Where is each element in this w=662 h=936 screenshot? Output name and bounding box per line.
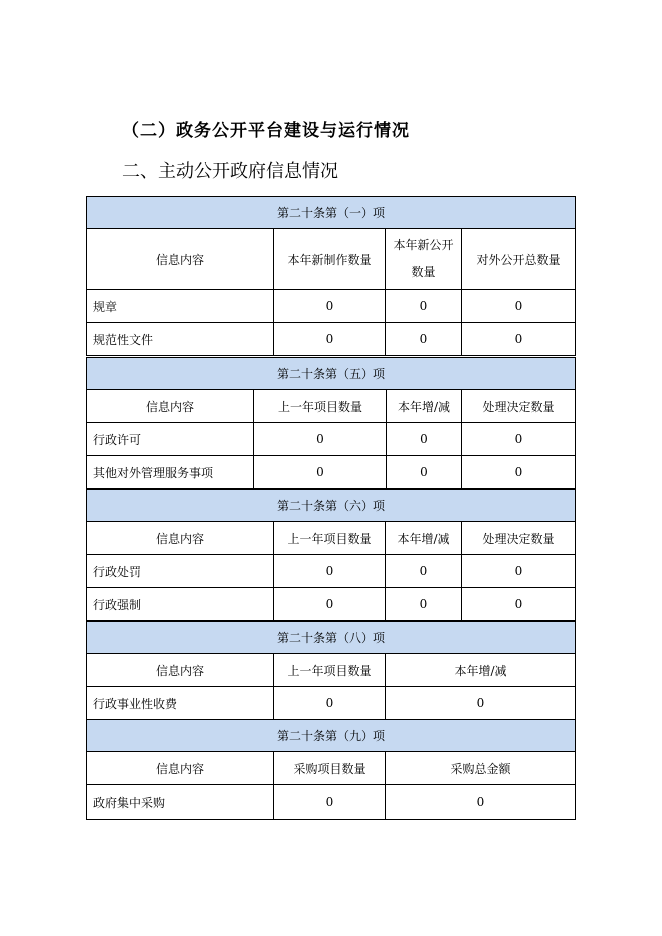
header-cell: 信息内容 <box>86 389 254 423</box>
row-value: 0 <box>461 422 576 456</box>
header-cell: 本年增/减 <box>386 389 462 423</box>
header-line: 数量 <box>411 265 436 279</box>
table-header-row <box>86 228 576 290</box>
header-cell: 信息内容 <box>86 228 274 290</box>
row-value: 0 <box>385 554 462 588</box>
table-row <box>86 455 576 489</box>
row-value: 0 <box>385 587 462 621</box>
table-title: 第二十条第（九）项 <box>86 719 576 752</box>
header-cell: 上一年项目数量 <box>273 653 386 687</box>
row-value: 0 <box>461 289 576 323</box>
header-cell: 上一年项目数量 <box>253 389 387 423</box>
row-label: 行政处罚 <box>86 554 274 588</box>
header-cell: 本年新制作数量 <box>273 228 386 290</box>
header-cell: 处理决定数量 <box>461 389 576 423</box>
row-value: 0 <box>273 289 386 323</box>
table-header-row <box>86 521 576 555</box>
header-cell: 信息内容 <box>86 751 274 785</box>
header-cell: 采购总金额 <box>385 751 576 785</box>
row-value: 0 <box>253 422 387 456</box>
row-label: 行政许可 <box>86 422 254 456</box>
row-label: 政府集中采购 <box>86 784 274 820</box>
header-cell: 信息内容 <box>86 653 274 687</box>
header-cell: 采购项目数量 <box>273 751 386 785</box>
row-value: 0 <box>273 554 386 588</box>
table-header-row <box>86 389 576 423</box>
row-value: 0 <box>273 784 386 820</box>
table-title: 第二十条第（六）项 <box>86 489 576 522</box>
row-value: 0 <box>273 322 386 356</box>
row-value: 0 <box>385 686 576 720</box>
row-value: 0 <box>273 587 386 621</box>
header-cell: 本年增/减 <box>385 521 462 555</box>
table-row <box>86 322 576 356</box>
row-value: 0 <box>273 686 386 720</box>
header-cell: 处理决定数量 <box>461 521 576 555</box>
header-cell <box>385 228 462 290</box>
row-value: 0 <box>253 455 387 489</box>
row-value: 0 <box>461 455 576 489</box>
row-label: 规章 <box>86 289 274 323</box>
table-row <box>86 587 576 621</box>
row-value: 0 <box>385 784 576 820</box>
table-row <box>86 289 576 323</box>
row-value: 0 <box>385 322 462 356</box>
header-cell: 上一年项目数量 <box>273 521 386 555</box>
header-line: 本年新公开 <box>393 238 454 252</box>
table-row <box>86 422 576 456</box>
table-row <box>86 686 576 720</box>
header-cell: 本年增/减 <box>385 653 576 687</box>
table-header-row <box>86 751 576 785</box>
row-value: 0 <box>385 289 462 323</box>
section-heading-disclosure: 二、主动公开政府信息情况 <box>122 161 338 182</box>
header-cell: 信息内容 <box>86 521 274 555</box>
section-heading-platform: （二）政务公开平台建设与运行情况 <box>122 121 410 141</box>
table-header-row <box>86 653 576 687</box>
table-title: 第二十条第（五）项 <box>86 357 576 390</box>
row-label: 其他对外管理服务事项 <box>86 455 254 489</box>
row-label: 行政事业性收费 <box>86 686 274 720</box>
row-value: 0 <box>386 455 462 489</box>
table-row <box>86 784 576 820</box>
row-value: 0 <box>386 422 462 456</box>
table-title: 第二十条第（八）项 <box>86 621 576 654</box>
row-label: 行政强制 <box>86 587 274 621</box>
row-label: 规范性文件 <box>86 322 274 356</box>
row-value: 0 <box>461 554 576 588</box>
header-cell: 对外公开总数量 <box>461 228 576 290</box>
row-value: 0 <box>461 587 576 621</box>
row-value: 0 <box>461 322 576 356</box>
table-title: 第二十条第（一）项 <box>86 196 576 229</box>
table-row <box>86 554 576 588</box>
